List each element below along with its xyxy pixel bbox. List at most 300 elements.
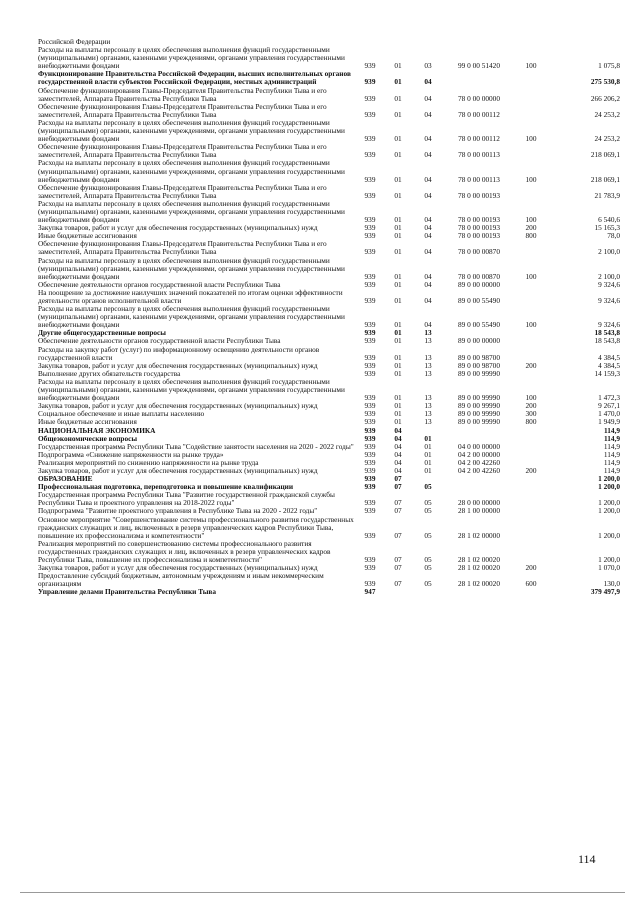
row-podrazdel: 13 <box>424 368 432 378</box>
table-row <box>38 305 620 329</box>
row-amount: 1 200,0 <box>598 530 620 540</box>
row-vedomstvo: 939 <box>364 563 376 573</box>
row-podrazdel: 05 <box>424 506 432 516</box>
row-razdel: 01 <box>394 150 402 160</box>
row-vedomstvo: 939 <box>364 223 376 233</box>
budget-table-body <box>38 38 620 596</box>
row-amount: 14 159,3 <box>594 368 620 378</box>
row-name: Закупка товаров, работ и услуг для обеспечения государственных (муниципальных) нужд <box>38 223 318 233</box>
row-amount: 18 543,8 <box>594 336 620 346</box>
row-expense-type: 200 <box>525 401 537 411</box>
row-vedomstvo: 939 <box>364 77 376 87</box>
table-row <box>38 572 620 588</box>
row-vedomstvo: 939 <box>364 190 376 200</box>
row-expense-type <box>514 435 548 443</box>
row-target-article: 78 0 00 00113 <box>458 150 500 160</box>
table-row <box>38 540 620 564</box>
row-amount: 15 165,3 <box>594 223 620 233</box>
row-razdel: 01 <box>394 93 402 103</box>
row-vedomstvo: 939 <box>364 433 376 443</box>
row-name: Расходы на выплаты персоналу в целях обеспечения выполнения функций государственными (муниципальными) органами, казенными учреждениями, органами управления государственными внебюджетными фондами <box>38 198 345 225</box>
row-name: Государственная программа Республики Тыва "Содействие занятости населения на 2020 - 2022 годы" <box>38 441 354 451</box>
row-expense-type <box>514 87 548 103</box>
row-amount: 1 200,0 <box>598 474 620 484</box>
row-razdel: 07 <box>394 579 402 589</box>
row-expense-type <box>514 70 548 86</box>
row-podrazdel: 04 <box>424 93 432 103</box>
row-amount: 218 069,1 <box>590 150 620 160</box>
row-target-article <box>444 70 514 86</box>
row-expense-type <box>514 337 548 345</box>
row-razdel: 07 <box>394 474 402 484</box>
row-razdel: 07 <box>394 530 402 540</box>
row-name: Подпрограмма «Снижение напряженности на рынке труда» <box>38 449 224 459</box>
table-row <box>38 588 620 596</box>
row-razdel: 01 <box>394 279 402 289</box>
row-amount: 1 200,0 <box>598 555 620 564</box>
row-podrazdel: 04 <box>424 279 432 289</box>
row-vedomstvo: 939 <box>364 401 376 411</box>
row-vedomstvo: 939 <box>364 279 376 289</box>
row-name: Российской Федерации <box>38 37 111 46</box>
row-podrazdel: 13 <box>424 352 432 362</box>
row-target-article: 28 0 00 00000 <box>458 498 500 508</box>
row-vedomstvo: 939 <box>364 231 376 241</box>
row-podrazdel: 04 <box>424 231 432 241</box>
row-vedomstvo: 939 <box>364 498 376 508</box>
row-razdel: 01 <box>394 328 402 338</box>
row-expense-type <box>514 427 548 435</box>
row-vedomstvo: 939 <box>364 506 376 516</box>
row-amount: 9 267,1 <box>598 401 620 411</box>
row-amount: 1 200,0 <box>598 506 620 516</box>
row-expense-type: 200 <box>525 360 537 370</box>
row-vedomstvo: 939 <box>364 457 376 467</box>
row-target-article <box>444 483 514 491</box>
row-vedomstvo: 939 <box>364 482 376 492</box>
row-podrazdel: 04 <box>424 77 432 87</box>
table-row <box>38 46 620 70</box>
row-amount: 24 253,2 <box>594 134 620 144</box>
row-razdel <box>384 38 412 46</box>
row-target-article: 04 2 00 00000 <box>458 449 500 459</box>
row-amount: 114,9 <box>603 441 620 451</box>
row-expense-type: 800 <box>525 231 537 241</box>
row-amount <box>548 38 620 46</box>
row-target-article: 28 1 02 00020 <box>458 555 500 564</box>
table-row <box>38 346 620 362</box>
row-target-article: 28 1 02 00020 <box>458 579 500 589</box>
table-row <box>38 378 620 402</box>
row-razdel: 01 <box>394 77 402 87</box>
row-expense-type <box>514 540 548 564</box>
table-row <box>38 200 620 224</box>
row-amount: 114,9 <box>603 449 620 459</box>
row-target-article: 28 1 02 00020 <box>458 563 500 573</box>
row-razdel: 01 <box>394 231 402 241</box>
table-row <box>38 87 620 103</box>
row-name: Выполнение других обязательств государства <box>38 368 181 378</box>
row-podrazdel: 13 <box>424 336 432 346</box>
row-razdel: 01 <box>394 109 402 119</box>
row-expense-type <box>514 281 548 289</box>
row-expense-type <box>514 143 548 159</box>
row-target-article: 89 0 00 99990 <box>458 401 500 411</box>
row-podrazdel: 04 <box>424 296 432 305</box>
row-target-article: 89 0 00 99990 <box>458 409 500 419</box>
row-expense-type <box>514 289 548 305</box>
table-row <box>38 516 620 540</box>
row-target-article: 89 0 00 55490 <box>458 320 500 330</box>
table-row <box>38 119 620 143</box>
row-target-article: 89 0 00 00000 <box>458 279 500 289</box>
row-vedomstvo: 939 <box>364 320 376 330</box>
row-name: Обеспечение функционирования Главы-Председателя Правительства Республики Тыва и его заместителей, Аппарата Правительства Республики Тыва <box>38 101 327 119</box>
row-target-article: 89 0 00 99990 <box>458 417 500 427</box>
row-vedomstvo: 939 <box>364 425 376 435</box>
row-expense-type: 200 <box>525 465 537 475</box>
row-podrazdel: 01 <box>424 457 432 467</box>
row-amount: 9 324,6 <box>598 320 620 330</box>
row-razdel: 01 <box>394 368 402 378</box>
row-target-article: 78 0 00 00193 <box>458 231 500 241</box>
row-vedomstvo: 939 <box>364 174 376 184</box>
row-expense-type: 800 <box>525 417 537 427</box>
row-amount: 114,9 <box>603 433 620 443</box>
row-podrazdel: 01 <box>424 449 432 459</box>
row-expense-type: 100 <box>525 271 537 281</box>
row-razdel: 07 <box>394 506 402 516</box>
row-podrazdel: 04 <box>424 134 432 144</box>
row-target-article: 89 0 00 98700 <box>458 352 500 362</box>
row-vedomstvo: 939 <box>364 441 376 451</box>
row-name: Закупка товаров, работ и услуг для обеспечения государственных (муниципальных) нужд <box>38 360 318 370</box>
row-expense-type: 200 <box>525 223 537 233</box>
row-target-article: 78 0 00 00193 <box>458 215 500 225</box>
row-podrazdel: 01 <box>424 465 432 475</box>
table-row <box>38 143 620 159</box>
row-name: Расходы на выплаты персоналу в целях обеспечения выполнения функций государственными (муниципальными) органами, казенными учреждениями, органами управления государственными внебюджетными фондами <box>38 158 345 184</box>
row-target-article: 78 0 00 00112 <box>458 134 500 144</box>
row-name: На поощрение за достижение наилучших значений показателей по итогам оценки эффективности деятельности органов исполнительной власти <box>38 287 343 305</box>
row-expense-type <box>514 475 548 483</box>
row-razdel: 01 <box>394 174 402 184</box>
row-razdel: 01 <box>394 352 402 362</box>
row-podrazdel: 01 <box>424 441 432 451</box>
row-target-article: 78 0 00 00870 <box>458 247 500 257</box>
row-amount: 18 543,8 <box>594 328 620 338</box>
row-expense-type <box>514 443 548 451</box>
row-name: Другие общегосударственные вопросы <box>38 328 166 338</box>
table-row <box>38 491 620 507</box>
row-name: Общеэкономические вопросы <box>38 433 138 443</box>
row-expense-type <box>514 38 548 46</box>
table-row <box>38 70 620 86</box>
table-row <box>38 240 620 256</box>
row-vedomstvo: 939 <box>364 555 376 564</box>
row-vedomstvo: 947 <box>364 587 376 597</box>
row-name: Реализация мероприятий по снижению напряженности на рынке труда <box>38 457 259 467</box>
row-target-article: 78 0 00 00870 <box>458 271 500 281</box>
row-amount: 266 206,2 <box>590 93 620 103</box>
row-razdel: 01 <box>394 393 402 403</box>
row-podrazdel: 04 <box>424 271 432 281</box>
row-podrazdel: 13 <box>424 360 432 370</box>
row-podrazdel: 01 <box>424 433 432 443</box>
row-expense-type: 100 <box>525 215 537 225</box>
row-expense-type <box>514 507 548 515</box>
row-name: Обеспечение функционирования Главы-Председателя Правительства Республики Тыва и его заместителей, Аппарата Правительства Республики Тыва <box>38 239 327 257</box>
row-expense-type: 100 <box>525 174 537 184</box>
table-row <box>38 184 620 200</box>
row-razdel: 01 <box>394 61 402 71</box>
row-podrazdel <box>412 588 444 596</box>
table-row <box>38 467 620 475</box>
row-expense-type <box>514 588 548 596</box>
row-expense-type <box>514 329 548 337</box>
row-name: Государственная программа Республики Тыва "Развитие государственной гражданской службы Республики Тыва и проектного управления на 2018-2022 годы" <box>38 490 335 508</box>
row-amount: 114,9 <box>603 425 620 435</box>
row-podrazdel: 04 <box>424 109 432 119</box>
row-razdel: 01 <box>394 215 402 225</box>
row-podrazdel: 05 <box>424 530 432 540</box>
row-name: Обеспечение функционирования Главы-Председателя Правительства Республики Тыва и его заместителей, Аппарата Правительства Республики Тыва <box>38 142 327 160</box>
row-podrazdel: 04 <box>424 215 432 225</box>
row-razdel: 01 <box>394 296 402 305</box>
row-expense-type <box>514 451 548 459</box>
row-vedomstvo: 939 <box>364 150 376 160</box>
row-vedomstvo: 939 <box>364 352 376 362</box>
row-razdel: 01 <box>394 134 402 144</box>
table-row <box>38 159 620 183</box>
row-podrazdel: 04 <box>424 174 432 184</box>
row-razdel: 01 <box>394 190 402 200</box>
row-target-article: 28 1 02 00000 <box>458 530 500 540</box>
row-target-article: 04 2 00 42260 <box>458 465 500 475</box>
row-vedomstvo: 939 <box>364 579 376 589</box>
row-vedomstvo: 939 <box>364 530 376 540</box>
row-podrazdel: 05 <box>424 555 432 564</box>
row-vedomstvo: 939 <box>364 247 376 257</box>
row-name: Основное мероприятие "Совершенствование системы профессионального развития государственных гражданских служащих и лиц, включенных в резерв управленческих кадров Республики Тыва, повышение их профессионализма и компетентности" <box>38 514 354 540</box>
table-row <box>38 103 620 119</box>
row-target-article <box>444 475 514 483</box>
row-vedomstvo: 939 <box>364 296 376 305</box>
row-podrazdel: 04 <box>424 320 432 330</box>
row-podrazdel: 05 <box>424 563 432 573</box>
row-razdel: 01 <box>394 320 402 330</box>
row-amount: 6 540,6 <box>598 215 620 225</box>
row-target-article: 78 0 00 00193 <box>458 190 500 200</box>
row-amount: 24 253,2 <box>594 109 620 119</box>
budget-table <box>38 38 620 596</box>
row-razdel: 01 <box>394 336 402 346</box>
row-razdel: 01 <box>394 409 402 419</box>
row-amount: 78,0 <box>607 231 620 241</box>
row-expense-type: 200 <box>525 563 537 573</box>
row-podrazdel: 04 <box>424 223 432 233</box>
row-name: НАЦИОНАЛЬНАЯ ЭКОНОМИКА <box>38 425 156 435</box>
row-name: Обеспечение деятельности органов государственной власти Республики Тыва <box>38 336 281 346</box>
row-name: Закупка товаров, работ и услуг для обеспечения государственных (муниципальных) нужд <box>38 401 318 411</box>
row-amount: 379 497,9 <box>590 587 620 597</box>
bottom-rule <box>20 892 625 893</box>
row-vedomstvo: 939 <box>364 271 376 281</box>
row-amount: 1 472,3 <box>598 393 620 403</box>
row-razdel: 04 <box>394 449 402 459</box>
row-vedomstvo: 939 <box>364 109 376 119</box>
row-name: Функционирование Правительства Российской Федерации, высших исполнительных органов государственной власти субъектов Российской Федерации, местных администраций <box>38 69 351 87</box>
row-name: Расходы на выплаты персоналу в целях обеспечения выполнения функций государственными (муниципальными) органами, казенными учреждениями, органами управления государственными внебюджетными фондами <box>38 117 345 144</box>
row-name: Расходы на выплаты персоналу в целях обеспечения выполнения функций государственными (муниципальными) органами, казенными учреждениями, органами управления государственными внебюджетными фондами <box>38 255 345 281</box>
row-target-article: 28 1 00 00000 <box>458 506 500 516</box>
row-amount: 1 070,0 <box>598 563 620 573</box>
row-name: Подпрограмма "Развитие проектного управления в Республике Тыва на 2020 - 2022 годы" <box>38 506 318 516</box>
row-amount: 4 384,5 <box>598 352 620 362</box>
row-name: Социальное обеспечение и иные выплаты населению <box>38 409 205 419</box>
row-amount: 2 100,0 <box>598 247 620 257</box>
row-expense-type: 100 <box>525 61 537 71</box>
row-razdel: 04 <box>394 465 402 475</box>
table-row <box>38 257 620 281</box>
row-podrazdel <box>412 38 444 46</box>
row-expense-type <box>514 103 548 119</box>
row-amount: 9 324,6 <box>598 279 620 289</box>
row-name: Обеспечение функционирования Главы-Председателя Правительства Республики Тыва и его заместителей, Аппарата Правительства Республики Тыва <box>38 85 327 103</box>
row-razdel: 01 <box>394 360 402 370</box>
row-name: ОБРАЗОВАНИЕ <box>38 474 93 484</box>
row-amount: 2 100,0 <box>598 271 620 281</box>
row-target-article <box>444 38 514 46</box>
row-vedomstvo: 939 <box>364 61 376 71</box>
row-razdel: 01 <box>394 271 402 281</box>
row-razdel: 07 <box>394 498 402 508</box>
row-name: Обеспечение функционирования Главы-Председателя Правительства Республики Тыва и его заместителей, Аппарата Правительства Республики Тыва <box>38 182 327 200</box>
row-razdel <box>384 588 412 596</box>
page-number: 114 <box>578 852 596 866</box>
row-podrazdel: 04 <box>424 150 432 160</box>
row-vedomstvo: 939 <box>364 336 376 346</box>
row-vedomstvo: 939 <box>364 474 376 484</box>
row-vedomstvo: 939 <box>364 215 376 225</box>
row-podrazdel: 13 <box>424 417 432 427</box>
row-target-article: 89 0 00 98700 <box>458 360 500 370</box>
row-amount: 1 075,8 <box>598 61 620 71</box>
row-target-article: 89 0 00 55490 <box>458 296 500 305</box>
row-vedomstvo: 939 <box>364 393 376 403</box>
row-target-article: 78 0 00 00112 <box>458 109 500 119</box>
row-vedomstvo: 939 <box>364 368 376 378</box>
row-amount: 218 069,1 <box>590 174 620 184</box>
row-amount: 1 200,0 <box>598 498 620 508</box>
row-vedomstvo: 939 <box>364 465 376 475</box>
row-podrazdel: 05 <box>424 482 432 492</box>
row-name: Обеспечение деятельности органов государственной власти Республики Тыва <box>38 279 281 289</box>
row-target-article: 78 0 00 00193 <box>458 223 500 233</box>
row-expense-type: 600 <box>525 579 537 589</box>
row-name: Профессиональная подготовка, переподготовка и повышение квалификации <box>38 482 294 492</box>
row-amount: 4 384,5 <box>598 360 620 370</box>
row-target-article: 78 0 00 00113 <box>458 174 500 184</box>
row-razdel: 07 <box>394 555 402 564</box>
row-razdel: 01 <box>394 401 402 411</box>
row-name: Расходы на выплаты персоналу в целях обеспечения выполнения функций государственными (муниципальными) органами, казенными учреждениями, органами управления государственными внебюджетными фондами <box>38 45 345 71</box>
row-expense-type <box>514 240 548 256</box>
row-amount: 1 949,9 <box>598 417 620 427</box>
row-amount: 1 470,0 <box>598 409 620 419</box>
row-target-article <box>444 588 514 596</box>
row-vedomstvo: 939 <box>364 409 376 419</box>
row-razdel: 07 <box>394 563 402 573</box>
row-podrazdel: 04 <box>424 247 432 257</box>
row-podrazdel: 13 <box>424 393 432 403</box>
row-target-article: 99 0 00 51420 <box>458 61 500 71</box>
row-vedomstvo: 939 <box>364 417 376 427</box>
row-name: Расходы на выплаты персоналу в целях обеспечения выполнения функций государственными (муниципальными) органами, казенными учреждениями, органами управления государственными внебюджетными фондами <box>38 304 345 330</box>
row-name: Иные бюджетные ассигнования <box>38 417 137 427</box>
row-expense-type <box>514 483 548 491</box>
row-amount: 275 530,8 <box>590 77 620 87</box>
row-expense-type <box>514 370 548 378</box>
row-amount: 21 783,9 <box>594 190 620 200</box>
row-expense-type <box>514 184 548 200</box>
row-vedomstvo: 939 <box>364 134 376 144</box>
row-razdel: 04 <box>394 425 402 435</box>
row-name: Закупка товаров, работ и услуг для обеспечения государственных (муниципальных) нужд <box>38 465 318 475</box>
row-expense-type <box>514 491 548 507</box>
row-vedomstvo: 939 <box>364 449 376 459</box>
row-name: Иные бюджетные ассигнования <box>38 231 137 241</box>
row-name: Реализация мероприятий по совершенствованию системы профессионального развития государственных гражданских служащих и лиц, включенных в резерв управленческих кадров Республики Тыва, повышение их профессионализма и компетентности" <box>38 538 331 564</box>
row-razdel: 04 <box>394 433 402 443</box>
row-podrazdel: 13 <box>424 328 432 338</box>
row-podrazdel: 05 <box>424 579 432 589</box>
row-amount: 130,0 <box>603 579 620 589</box>
row-razdel: 04 <box>394 457 402 467</box>
row-expense-type: 100 <box>525 393 537 403</box>
row-razdel: 01 <box>394 417 402 427</box>
row-name: Предоставление субсидий бюджетным, автономным учреждениям и иным некоммерческим организациям <box>38 571 324 589</box>
row-expense-type <box>514 516 548 540</box>
row-podrazdel: 05 <box>424 498 432 508</box>
row-name: Управление делами Правительства Республики Тыва <box>38 587 216 597</box>
row-target-article: 89 0 00 00000 <box>458 336 500 346</box>
row-target-article <box>444 427 514 435</box>
row-vedomstvo: 939 <box>364 360 376 370</box>
row-podrazdel: 03 <box>424 61 432 71</box>
row-expense-type: 100 <box>525 134 537 144</box>
row-amount: 1 200,0 <box>598 482 620 492</box>
row-amount: 114,9 <box>603 465 620 475</box>
row-vedomstvo: 939 <box>364 328 376 338</box>
row-razdel: 01 <box>394 223 402 233</box>
row-vedomstvo: 939 <box>364 93 376 103</box>
row-podrazdel: 13 <box>424 401 432 411</box>
table-row <box>38 289 620 305</box>
row-name: Расходы на выплаты персоналу в целях обеспечения выполнения функций государственными (муниципальными) органами, казенными учреждениями, органами управления государственными внебюджетными фондами <box>38 376 345 403</box>
row-amount: 9 324,6 <box>598 296 620 305</box>
row-razdel: 07 <box>394 482 402 492</box>
row-expense-type: 100 <box>525 320 537 330</box>
row-name: Закупка товаров, работ и услуг для обеспечения государственных (муниципальных) нужд <box>38 563 318 573</box>
row-target-article: 04 0 00 00000 <box>458 441 500 451</box>
row-name: Расходы на закупку работ (услуг) по информационному освещению деятельности органов государственной власти <box>38 344 320 362</box>
row-expense-type: 300 <box>525 409 537 419</box>
row-vedomstvo <box>356 38 384 46</box>
row-target-article: 04 2 00 42260 <box>458 457 500 467</box>
row-razdel: 04 <box>394 441 402 451</box>
row-target-article: 89 0 00 99990 <box>458 368 500 378</box>
